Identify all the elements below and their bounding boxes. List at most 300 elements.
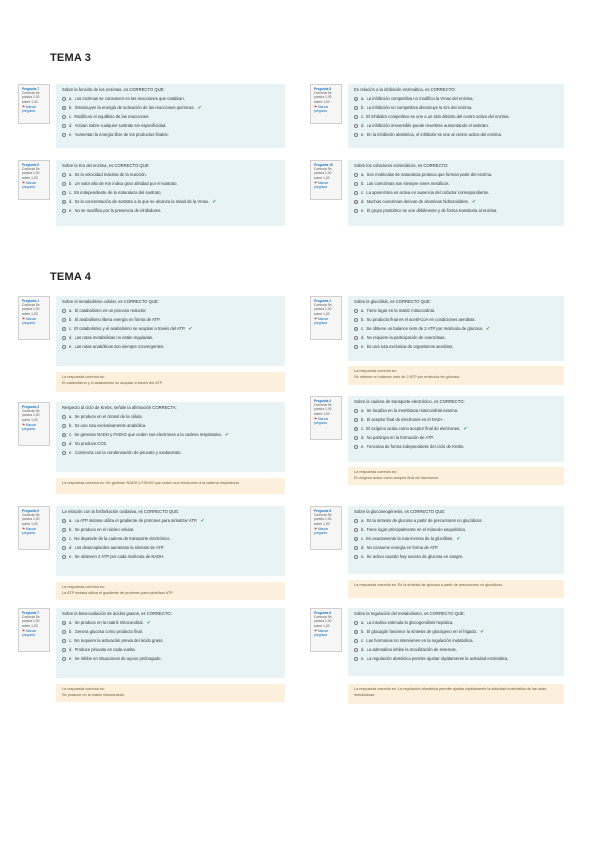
question-status: Correcta bbox=[22, 303, 35, 308]
question-score: Se puntúa 1,00 sobre 1,00 bbox=[314, 303, 332, 316]
option-letter: a. bbox=[361, 172, 365, 177]
answer-option[interactable] bbox=[354, 655, 559, 664]
option-text: Se produce en el núcleo celular. bbox=[74, 526, 135, 532]
option-text: Se obtienen 2 ATP por cada molécula de NADH. bbox=[74, 553, 165, 559]
feedback-line: Se obtiene un balance neto de 2 ATP por molécula de glucosa. bbox=[354, 374, 460, 379]
option-text: No consume energía en forma de ATP. bbox=[366, 544, 439, 550]
answer-radio[interactable] bbox=[354, 106, 358, 110]
answer-option[interactable] bbox=[62, 307, 280, 316]
answer-radio[interactable] bbox=[62, 327, 66, 331]
answer-option[interactable] bbox=[62, 440, 280, 449]
flag-question-link[interactable]: ⚑ Marcar pregunta bbox=[22, 180, 37, 190]
answer-option[interactable] bbox=[62, 646, 280, 655]
answer-radio[interactable] bbox=[354, 133, 358, 137]
answer-radio[interactable] bbox=[354, 345, 358, 349]
question-number: Pregunta 6 bbox=[314, 509, 332, 513]
answer-option[interactable] bbox=[354, 198, 559, 207]
question-score: Se puntúa 1,00 sobre 1,00 bbox=[314, 403, 332, 416]
flag-question-link[interactable]: ⚑ Marcar pregunta bbox=[314, 316, 329, 326]
option-text: Tiene lugar en la matriz mitocondrial. bbox=[366, 308, 436, 313]
check-icon: ✔ bbox=[463, 425, 468, 432]
option-letter: c. bbox=[69, 637, 73, 643]
answer-option[interactable] bbox=[354, 443, 559, 452]
answer-option[interactable] bbox=[354, 434, 559, 443]
option-letter: e. bbox=[361, 553, 365, 559]
flag-question-link[interactable]: ⚑ Marcar pregunta bbox=[22, 628, 37, 638]
option-letter: c. bbox=[69, 431, 73, 437]
option-text: Las hormonas no intervienen en la regulación metabólica. bbox=[366, 637, 474, 643]
option-text: No requiere la activación previa del ácido graso. bbox=[74, 637, 164, 643]
answer-option[interactable] bbox=[354, 307, 559, 316]
answer-radio[interactable] bbox=[354, 519, 358, 523]
answer-radio[interactable] bbox=[62, 648, 66, 652]
answer-radio[interactable] bbox=[62, 133, 66, 137]
question-info bbox=[18, 506, 50, 550]
answer-radio[interactable] bbox=[354, 209, 358, 213]
option-text: Las coenzimas son siempre iones metálicos. bbox=[366, 180, 450, 186]
answer-radio[interactable] bbox=[62, 115, 66, 119]
answer-option[interactable] bbox=[354, 131, 559, 140]
flag-question-link[interactable]: ⚑ Marcar pregunta bbox=[22, 104, 37, 114]
question-status: Correcta bbox=[314, 167, 327, 172]
answer-radio[interactable] bbox=[62, 345, 66, 349]
option-text: No depende de la cadena de transporte electrónico. bbox=[74, 535, 171, 541]
flag-icon: ⚑ bbox=[22, 180, 25, 185]
answer-radio[interactable] bbox=[62, 173, 66, 177]
option-letter: a. bbox=[69, 518, 73, 523]
option-text: Genera glucosa como producto final. bbox=[74, 628, 143, 634]
answer-radio[interactable] bbox=[354, 436, 358, 440]
question-card bbox=[18, 608, 285, 702]
option-text: El inhibidor competitivo se une a un sitio distinto del centro activo del enzima. bbox=[366, 113, 510, 119]
question-status: Correcta bbox=[22, 167, 35, 172]
answer-option[interactable] bbox=[62, 122, 280, 131]
question-status: Correcta bbox=[22, 513, 35, 518]
option-letter: d. bbox=[69, 198, 73, 204]
option-letter: e. bbox=[361, 655, 365, 661]
option-text: El catabolismo y el anabolismo se acoplan a través del ATP. bbox=[74, 325, 186, 331]
answer-radio[interactable] bbox=[62, 528, 66, 532]
answer-radio[interactable] bbox=[62, 106, 66, 110]
option-letter: b. bbox=[69, 628, 73, 634]
flag-question-link[interactable]: ⚑ Marcar pregunta bbox=[314, 526, 329, 536]
question-text: Sobre la Km del enzima, es CORRECTO QUE: bbox=[62, 163, 150, 168]
feedback-box bbox=[348, 467, 564, 485]
option-text: Se generan NADH y FADH2 que ceden sus electrones a la cadena respiratoria. bbox=[74, 431, 222, 437]
option-letter: e. bbox=[69, 343, 73, 349]
option-letter: d. bbox=[69, 544, 73, 550]
question-score: Se puntúa 1,00 sobre 1,00 bbox=[22, 167, 40, 180]
answer-option[interactable] bbox=[62, 343, 280, 352]
answer-radio[interactable] bbox=[62, 424, 66, 428]
answer-radio[interactable] bbox=[354, 445, 358, 449]
answer-radio[interactable] bbox=[354, 318, 358, 322]
answer-radio[interactable] bbox=[62, 182, 66, 186]
answer-radio[interactable] bbox=[354, 657, 358, 661]
answer-radio[interactable] bbox=[62, 657, 66, 661]
answer-radio[interactable] bbox=[62, 209, 66, 213]
answer-option[interactable] bbox=[354, 171, 559, 180]
option-letter: a. bbox=[361, 518, 365, 523]
answer-radio[interactable] bbox=[62, 555, 66, 559]
answer-option[interactable] bbox=[62, 619, 280, 628]
answer-option[interactable] bbox=[62, 422, 280, 431]
question-card bbox=[310, 160, 564, 226]
question-number: Pregunta 8 bbox=[314, 87, 332, 91]
option-text: En la inhibición alostérica, el inhibidor se une al centro activo del enzima. bbox=[366, 131, 502, 137]
question-card bbox=[18, 84, 285, 148]
answer-option[interactable] bbox=[62, 637, 280, 646]
feedback-line: La respuesta correcta es: bbox=[62, 687, 105, 691]
question-info bbox=[18, 160, 50, 200]
option-letter: e. bbox=[69, 131, 73, 137]
question-text: Sobre la beta-oxidación de ácidos grasos, es CORRECTO: bbox=[62, 611, 172, 616]
option-letter: c. bbox=[361, 189, 365, 195]
question-text: La relación con la fosforilación oxidativa, es CORRECTO QUE: bbox=[62, 509, 180, 514]
flag-question-link[interactable]: ⚑ Marcar pregunta bbox=[314, 416, 329, 426]
answer-option[interactable] bbox=[62, 544, 280, 553]
question-text: Respecto al ciclo de Krebs, señale la afirmación CORRECTA: bbox=[62, 405, 177, 410]
answer-option[interactable] bbox=[62, 655, 280, 664]
option-text: La insulina estimula la glucogenólisis hepática. bbox=[366, 620, 454, 625]
flag-icon: ⚑ bbox=[314, 316, 317, 321]
answer-radio[interactable] bbox=[62, 630, 66, 634]
flag-question-link[interactable]: ⚑ Marcar pregunta bbox=[314, 180, 329, 190]
answer-radio[interactable] bbox=[354, 327, 358, 331]
check-icon: ✔ bbox=[197, 104, 202, 111]
answer-radio[interactable] bbox=[354, 336, 358, 340]
answer-option[interactable] bbox=[354, 517, 559, 526]
answer-option[interactable] bbox=[354, 544, 559, 553]
option-letter: a. bbox=[361, 408, 365, 413]
question-text: Sobre la regulación del metabolismo, es CORRECTO QUE: bbox=[354, 611, 465, 616]
option-text: Las rutas anabólicas son siempre convergentes. bbox=[74, 343, 165, 349]
answer-radio[interactable] bbox=[62, 639, 66, 643]
answer-option[interactable] bbox=[62, 431, 280, 440]
answer-option[interactable] bbox=[62, 413, 280, 422]
feedback-box bbox=[56, 478, 285, 494]
flag-icon: ⚑ bbox=[314, 416, 317, 421]
section-title: TEMA 4 bbox=[50, 271, 92, 283]
answer-option[interactable] bbox=[62, 189, 280, 198]
flag-question-link[interactable]: ⚑ Marcar pregunta bbox=[22, 422, 37, 432]
option-letter: a. bbox=[69, 308, 73, 313]
question-info bbox=[18, 296, 50, 340]
question-info bbox=[18, 84, 50, 124]
answer-radio[interactable] bbox=[62, 415, 66, 419]
answer-option[interactable] bbox=[354, 553, 559, 562]
feedback-box bbox=[56, 372, 285, 392]
answer-option[interactable] bbox=[62, 198, 280, 207]
option-letter: b. bbox=[361, 526, 365, 532]
answer-radio[interactable] bbox=[62, 451, 66, 455]
option-text: Funciona de forma independiente del ciclo de Krebs. bbox=[366, 443, 465, 449]
option-letter: d. bbox=[361, 198, 365, 204]
question-content bbox=[348, 296, 564, 361]
answer-option[interactable] bbox=[62, 449, 280, 458]
option-letter: c. bbox=[69, 189, 73, 195]
answer-radio[interactable] bbox=[354, 648, 358, 652]
check-icon: ✔ bbox=[224, 431, 230, 438]
option-text: La regulación alostérica permite ajustar rápidamente la actividad enzimática. bbox=[366, 655, 509, 661]
section-title: TEMA 3 bbox=[50, 52, 92, 64]
question-info bbox=[310, 608, 342, 652]
answer-option[interactable] bbox=[354, 425, 559, 434]
answer-option[interactable] bbox=[62, 180, 280, 189]
feedback-line: La respuesta correcta es: Se generan NADH y FADH2 que ceden sus electrones a la cadena respiratoria. bbox=[62, 481, 240, 485]
question-card bbox=[310, 84, 564, 148]
answer-radio[interactable] bbox=[354, 309, 358, 313]
check-icon: ✔ bbox=[188, 325, 193, 332]
question-info bbox=[310, 296, 342, 340]
answer-radio[interactable] bbox=[62, 191, 66, 195]
answer-option[interactable] bbox=[354, 535, 559, 544]
answer-option[interactable] bbox=[354, 526, 559, 535]
feedback-line: La respuesta correcta es: bbox=[62, 375, 105, 379]
answer-radio[interactable] bbox=[354, 546, 358, 550]
answer-option[interactable] bbox=[62, 334, 280, 343]
option-text: Los desacoplantes aumentan la síntesis de ATP. bbox=[74, 544, 165, 550]
option-letter: c. bbox=[361, 535, 365, 541]
answer-option[interactable] bbox=[62, 131, 280, 140]
answer-radio[interactable] bbox=[354, 97, 358, 101]
answer-option[interactable] bbox=[62, 325, 280, 334]
option-letter: c. bbox=[361, 325, 365, 331]
answer-radio[interactable] bbox=[62, 519, 66, 523]
answer-option[interactable] bbox=[354, 334, 559, 343]
option-text: No se modifica por la presencia de inhibidores. bbox=[74, 207, 162, 213]
question-score: Se puntúa 1,00 sobre 1,00 bbox=[22, 615, 40, 628]
answer-option[interactable] bbox=[62, 171, 280, 180]
question-score: Se puntúa 1,00 sobre 1,00 bbox=[314, 615, 332, 628]
question-content bbox=[56, 84, 285, 148]
question-number: Pregunta 1 bbox=[22, 299, 40, 303]
answer-option[interactable] bbox=[62, 553, 280, 562]
answer-option[interactable] bbox=[62, 526, 280, 535]
answer-radio[interactable] bbox=[354, 182, 358, 186]
feedback-line: Se produce en la matriz mitocondrial. bbox=[62, 692, 125, 697]
option-text: Es independiente de la naturaleza del sustrato. bbox=[74, 189, 162, 195]
question-content bbox=[348, 160, 564, 226]
question-number: Pregunta 7 bbox=[22, 611, 40, 615]
option-text: Los enzimas se consumen en las reacciones que catalizan. bbox=[74, 96, 185, 101]
feedback-line: La ATP sintasa utiliza el gradiente de protones para sintetizar ATP. bbox=[62, 590, 174, 595]
option-letter: c. bbox=[69, 325, 73, 331]
answer-option[interactable] bbox=[62, 535, 280, 544]
answer-radio[interactable] bbox=[354, 191, 358, 195]
option-letter: d. bbox=[361, 434, 365, 440]
answer-option[interactable] bbox=[354, 189, 559, 198]
option-text: Su producto final es el acetil-CoA en condiciones aerobias. bbox=[366, 316, 476, 322]
flag-icon: ⚑ bbox=[22, 526, 25, 531]
option-letter: e. bbox=[69, 449, 73, 455]
question-score: Se puntúa 1,00 sobre 1,00 bbox=[22, 303, 40, 316]
option-letter: e. bbox=[69, 553, 73, 559]
option-letter: e. bbox=[69, 655, 73, 661]
answer-option[interactable] bbox=[354, 104, 559, 113]
check-icon: ✔ bbox=[485, 325, 491, 332]
answer-radio[interactable] bbox=[354, 124, 358, 128]
check-icon: ✔ bbox=[456, 535, 461, 542]
answer-radio[interactable] bbox=[62, 442, 66, 446]
answer-option[interactable] bbox=[62, 316, 280, 325]
option-text: Modifican el equilibrio de las reacciones. bbox=[74, 113, 150, 119]
question-score: Se puntúa 1,00 sobre 1,00 bbox=[22, 91, 40, 104]
option-letter: b. bbox=[361, 180, 365, 186]
question-info bbox=[18, 402, 50, 446]
question-text: Sobre el metabolismo celular, es CORRECTO QUE: bbox=[62, 299, 159, 304]
question-content bbox=[348, 608, 564, 676]
answer-option[interactable] bbox=[62, 95, 280, 104]
answer-radio[interactable] bbox=[354, 409, 358, 413]
question-card bbox=[18, 160, 285, 226]
answer-radio[interactable] bbox=[354, 200, 358, 204]
answer-option[interactable] bbox=[354, 628, 559, 637]
option-letter: b. bbox=[69, 316, 73, 322]
question-text: Sobre la función de los enzimas, es CORRECTO QUE: bbox=[62, 87, 165, 92]
answer-radio[interactable] bbox=[62, 200, 66, 204]
flag-icon: ⚑ bbox=[314, 628, 317, 633]
flag-icon: ⚑ bbox=[22, 422, 25, 427]
option-letter: c. bbox=[69, 113, 73, 119]
question-info bbox=[310, 396, 342, 440]
answer-radio[interactable] bbox=[354, 555, 358, 559]
question-status: Correcta bbox=[22, 615, 35, 620]
option-text: La ATP sintasa utiliza el gradiente de protones para sintetizar ATP. bbox=[74, 518, 198, 523]
feedback-line: La respuesta correcta es: bbox=[62, 585, 105, 589]
question-score: Se puntúa 1,00 sobre 1,00 bbox=[22, 409, 40, 422]
answer-radio[interactable] bbox=[354, 427, 358, 431]
option-text: El grupo prostético se une débilmente y de forma transitoria al enzima. bbox=[366, 207, 498, 213]
answer-option[interactable] bbox=[354, 122, 559, 131]
answer-radio[interactable] bbox=[354, 173, 358, 177]
option-text: No requiere la participación de coenzimas. bbox=[366, 334, 446, 340]
feedback-line: La respuesta correcta es: bbox=[354, 369, 397, 373]
answer-radio[interactable] bbox=[62, 537, 66, 541]
answer-radio[interactable] bbox=[354, 537, 358, 541]
option-letter: a. bbox=[361, 308, 365, 313]
question-card bbox=[310, 506, 564, 598]
question-card bbox=[18, 402, 285, 496]
feedback-line: El oxígeno actúa como aceptor final de electrones. bbox=[354, 475, 440, 480]
option-letter: a. bbox=[69, 172, 73, 177]
answer-option[interactable] bbox=[62, 628, 280, 637]
question-content bbox=[348, 84, 564, 148]
option-text: No participa en la formación de ATP. bbox=[366, 434, 434, 440]
question-card bbox=[18, 296, 285, 394]
option-text: La adrenalina inhibe la movilización de reservas. bbox=[366, 646, 457, 652]
flag-question-link[interactable]: ⚑ Marcar pregunta bbox=[22, 526, 37, 536]
answer-radio[interactable] bbox=[62, 309, 66, 313]
feedback-box bbox=[348, 366, 564, 385]
question-text: Sobre la glucólisis, es CORRECTO QUE: bbox=[354, 299, 431, 304]
answer-option[interactable] bbox=[354, 416, 559, 425]
feedback-line: La respuesta correcta es: Es la síntesis de glucosa a partir de precursores no glucídicos. bbox=[354, 583, 504, 587]
answer-option[interactable] bbox=[354, 95, 559, 104]
answer-option[interactable] bbox=[354, 207, 559, 216]
option-letter: b. bbox=[69, 526, 73, 532]
question-content bbox=[56, 402, 285, 472]
answer-option[interactable] bbox=[354, 646, 559, 655]
option-letter: d. bbox=[69, 122, 73, 128]
flag-icon: ⚑ bbox=[22, 316, 25, 321]
option-text: Es la síntesis de glucosa a partir de precursores no glucídicos. bbox=[366, 518, 483, 523]
answer-radio[interactable] bbox=[62, 124, 66, 128]
option-letter: b. bbox=[361, 416, 365, 422]
answer-radio[interactable] bbox=[354, 115, 358, 119]
answer-option[interactable] bbox=[354, 407, 559, 416]
answer-radio[interactable] bbox=[62, 318, 66, 322]
flag-icon: ⚑ bbox=[314, 180, 317, 185]
answer-radio[interactable] bbox=[354, 630, 358, 634]
option-text: Es exactamente la ruta inversa de la glucólisis. bbox=[366, 535, 454, 541]
question-status: Correcta bbox=[22, 91, 35, 96]
flag-question-link[interactable]: ⚑ Marcar pregunta bbox=[314, 628, 329, 638]
option-text: Es la concentración de sustrato a la que se alcanza la mitad de la Vmax. bbox=[74, 198, 210, 204]
option-letter: a. bbox=[361, 620, 365, 625]
question-info bbox=[310, 84, 342, 124]
answer-radio[interactable] bbox=[354, 528, 358, 532]
answer-option[interactable] bbox=[354, 637, 559, 646]
flag-question-link[interactable]: ⚑ Marcar pregunta bbox=[314, 104, 329, 114]
option-text: El aceptor final de electrones es el NAD+. bbox=[366, 416, 445, 422]
question-card bbox=[310, 608, 564, 704]
question-content bbox=[56, 608, 285, 678]
answer-option[interactable] bbox=[354, 325, 559, 334]
check-icon: ✔ bbox=[146, 620, 151, 626]
answer-radio[interactable] bbox=[62, 433, 66, 437]
option-letter: b. bbox=[361, 104, 365, 110]
question-card bbox=[310, 396, 564, 488]
option-text: No produce CO2. bbox=[74, 440, 108, 446]
feedback-box bbox=[56, 582, 285, 600]
option-text: Disminuyen la energía de activación de las reacciones químicas. bbox=[74, 104, 195, 110]
question-score: Se puntúa 1,00 sobre 1,00 bbox=[22, 513, 40, 526]
answer-option[interactable] bbox=[354, 180, 559, 189]
answer-radio[interactable] bbox=[62, 546, 66, 550]
answer-radio[interactable] bbox=[62, 336, 66, 340]
answer-radio[interactable] bbox=[62, 621, 66, 625]
answer-option[interactable] bbox=[354, 316, 559, 325]
option-text: Tiene lugar principalmente en el músculo esquelético. bbox=[366, 526, 467, 532]
answer-option[interactable] bbox=[354, 619, 559, 628]
question-content bbox=[56, 160, 285, 226]
answer-radio[interactable] bbox=[354, 621, 358, 625]
answer-option[interactable] bbox=[62, 104, 280, 113]
answer-option[interactable] bbox=[62, 113, 280, 122]
option-letter: d. bbox=[361, 334, 365, 340]
option-text: Se activa cuando hay exceso de glucosa en sangre. bbox=[366, 553, 464, 559]
answer-radio[interactable] bbox=[62, 97, 66, 101]
option-text: Se produce en la matriz mitocondrial. bbox=[74, 620, 144, 625]
option-text: Se obtiene un balance neto de 2 ATP por molécula de glucosa. bbox=[366, 325, 483, 331]
answer-option[interactable] bbox=[354, 113, 559, 122]
option-text: Es una ruta exclusiva de organismos aerobios. bbox=[366, 343, 454, 349]
option-letter: c. bbox=[361, 425, 365, 431]
question-info bbox=[18, 608, 50, 652]
answer-radio[interactable] bbox=[354, 639, 358, 643]
flag-question-link[interactable]: ⚑ Marcar pregunta bbox=[22, 316, 37, 326]
question-content bbox=[348, 506, 564, 574]
answer-option[interactable] bbox=[62, 517, 280, 526]
answer-radio[interactable] bbox=[354, 418, 358, 422]
question-text: En relación a la inhibición enzimática, es CORRECTO: bbox=[354, 87, 456, 92]
option-letter: e. bbox=[361, 207, 365, 213]
option-letter: e. bbox=[361, 443, 365, 449]
question-number: Pregunta 2 bbox=[314, 299, 332, 303]
answer-option[interactable] bbox=[62, 207, 280, 216]
answer-option[interactable] bbox=[354, 343, 559, 352]
